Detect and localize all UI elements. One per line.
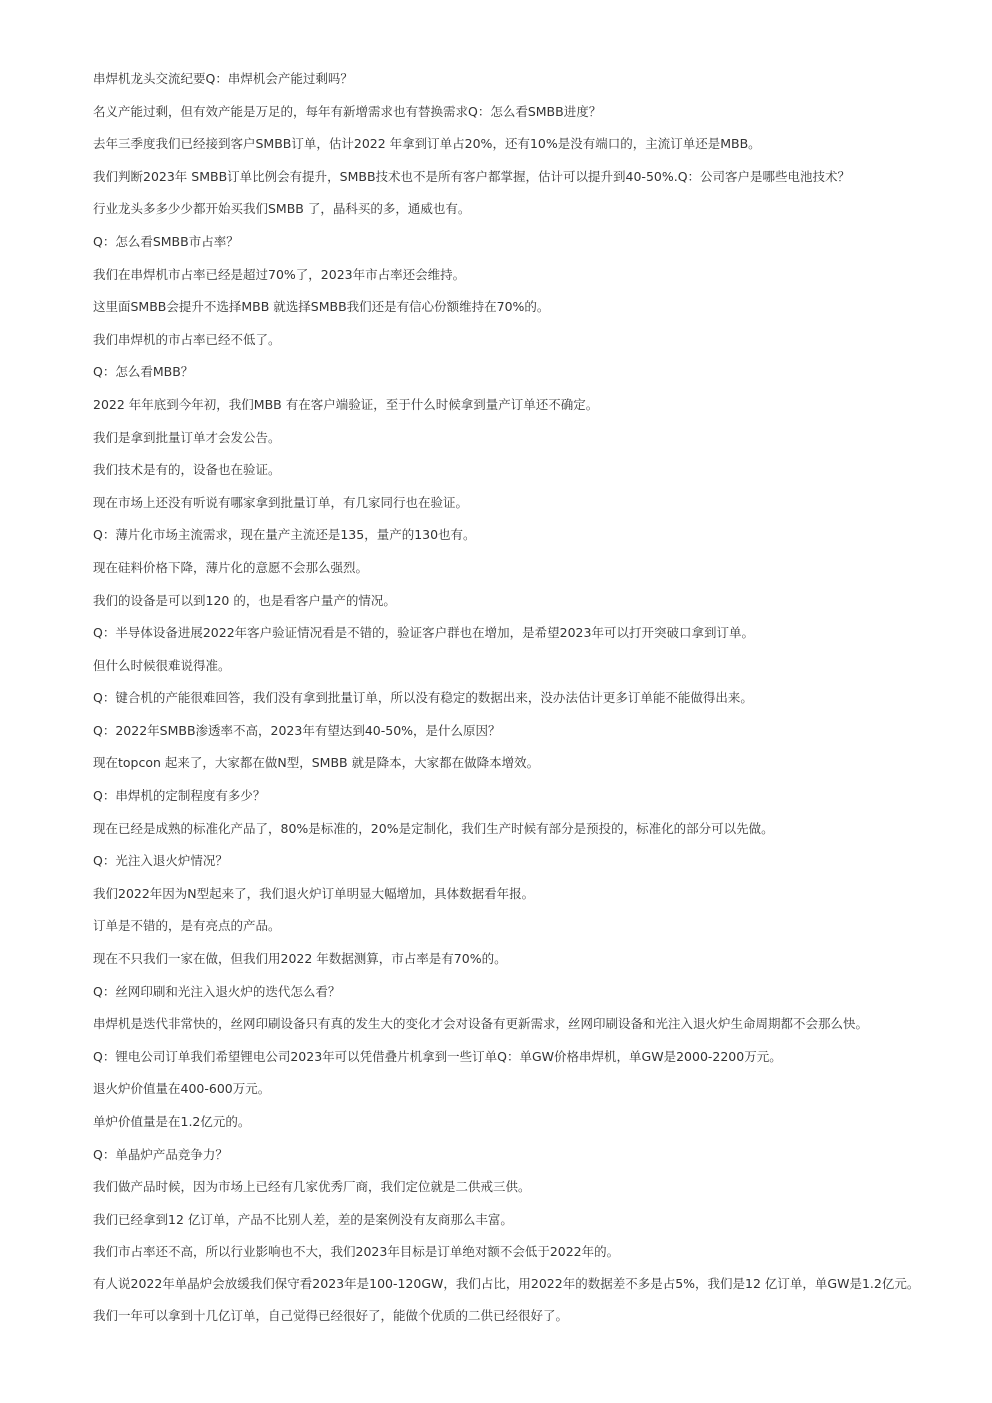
paragraph-39: 我们一年可以拿到十几亿订单，自己觉得已经很好了，能做个优质的二供已经很好了。	[93, 1307, 569, 1323]
paragraph-30: 串焊机是迭代非常快的，丝网印刷设备只有真的发生大的变化才会对设备有更新需求，丝网印刷设备和光注入退火炉生命周期都不会那么快。	[93, 1016, 869, 1032]
paragraph-12: 我们是拿到批量订单才会发公告。	[93, 429, 281, 445]
paragraph-5: 行业龙头多多少少都开始买我们SMBB 了，晶科买的多，通威也有。	[93, 201, 471, 217]
paragraph-16: 现在硅料价格下降，薄片化的意愿不会那么强烈。	[93, 559, 369, 575]
paragraph-24: 现在已经是成熟的标准化产品了，80%是标准的，20%是定制化，我们生产时候有部分是预投的，标准化的部分可以先做。	[93, 820, 774, 836]
paragraph-38: 有人说2022年单晶炉会放缓我们保守看2023年是100-120GW，我们占比，用2022年的数据差不多是占5%，我们是12 亿订单，单GW是1.2亿元。	[93, 1275, 920, 1291]
paragraph-1: 串焊机龙头交流纪要Q：串焊机会产能过剩吗？	[93, 71, 353, 86]
paragraph-37: 我们市占率还不高，所以行业影响也不大，我们2023年目标是订单绝对额不会低于2022年的。	[93, 1244, 620, 1260]
paragraph-31: Q：锂电公司订单我们希望锂电公司2023年可以凭借叠片机拿到一些订单Q：单GW价格串焊机，单GW是2000-2200万元。	[93, 1048, 782, 1064]
paragraph-14: 现在市场上还没有听说有哪家拿到批量订单，有几家同行也在验证。	[93, 494, 469, 510]
paragraph-2: 名义产能过剩，但有效产能是万足的，每年有新增需求也有替换需求Q：怎么看SMBB进度？	[93, 103, 602, 119]
paragraph-7: 我们在串焊机市占率已经是超过70%了，2023年市占率还会维持。	[93, 266, 466, 282]
paragraph-8: 这里面SMBB会提升不选择MBB 就选择SMBB我们还是有信心份额维持在70%的。	[93, 299, 550, 315]
paragraph-15: Q：薄片化市场主流需求，现在量产主流还是135，量产的130也有。	[93, 527, 476, 543]
paragraph-27: 订单是不错的，是有亮点的产品。	[93, 918, 281, 934]
paragraph-35: 我们做产品时候，因为市场上已经有几家优秀厂商，我们定位就是二供戒三供。	[93, 1179, 531, 1195]
paragraph-10: Q：怎么看MBB？	[93, 364, 194, 380]
paragraph-19: 但什么时候很难说得准。	[93, 657, 231, 673]
paragraph-13: 我们技术是有的，设备也在验证。	[93, 462, 281, 478]
paragraph-22: 现在topcon 起来了，大家都在做N型，SMBB 就是降本，大家都在做降本增效。	[93, 755, 540, 771]
paragraph-3: 去年三季度我们已经接到客户SMBB订单，估计2022 年拿到订单占20%，还有10%是没有端口的，主流订单还是MBB。	[93, 136, 761, 152]
paragraph-17: 我们的设备是可以到120 的，也是看客户量产的情况。	[93, 592, 396, 608]
paragraph-11: 2022 年年底到今年初，我们MBB 有在客户端验证，至于什么时候拿到量产订单还不确定。	[93, 396, 599, 412]
paragraph-32: 退火炉价值量在400-600万元。	[93, 1081, 271, 1097]
paragraph-18: Q：半导体设备进展2022年客户验证情况看是不错的，验证客户群也在增加，是希望2023年可以打开突破口拿到订单。	[93, 625, 754, 641]
paragraph-29: Q：丝网印刷和光注入退火炉的迭代怎么看？	[93, 983, 341, 999]
paragraph-28: 现在不只我们一家在做，但我们用2022 年数据测算，市占率是有70%的。	[93, 951, 507, 967]
paragraph-34: Q：单晶炉产品竞争力？	[93, 1146, 228, 1162]
document-body	[93, 68, 945, 1338]
paragraph-33: 单炉价值量是在1.2亿元的。	[93, 1114, 251, 1129]
paragraph-6: Q：怎么看SMBB市占率？	[93, 233, 239, 249]
paragraph-23: Q：串焊机的定制程度有多少？	[93, 788, 266, 804]
paragraph-36: 我们已经拿到12 亿订单，产品不比别人差，差的是案例没有友商那么丰富。	[93, 1211, 513, 1227]
paragraph-9: 我们串焊机的市占率已经不低了。	[93, 331, 281, 347]
paragraph-25: Q：光注入退火炉情况？	[93, 853, 228, 869]
paragraph-4: 我们判断2023年 SMBB订单比例会有提升，SMBB技术也不是所有客户都掌握，估计可以提升到40-50%.Q：公司客户是哪些电池技术？	[93, 168, 851, 184]
paragraph-20: Q：键合机的产能很难回答，我们没有拿到批量订单，所以没有稳定的数据出来，没办法估计更多订单能不能做得出来。	[93, 690, 753, 706]
paragraph-21: Q：2022年SMBB渗透率不高，2023年有望达到40-50%，是什么原因？	[93, 722, 501, 738]
paragraph-26: 我们2022年因为N型起来了，我们退火炉订单明显大幅增加，具体数据看年报。	[93, 885, 535, 901]
